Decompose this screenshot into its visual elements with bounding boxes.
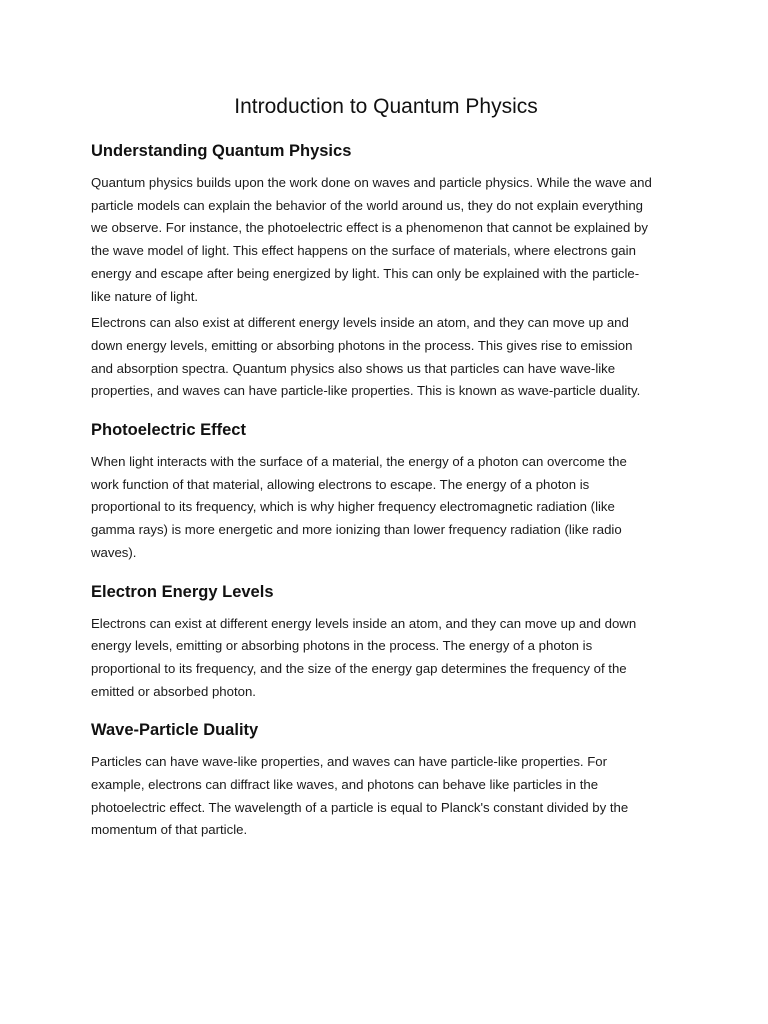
section [91, 417, 681, 565]
paragraph [91, 451, 681, 565]
paragraph-line: Quantum physics builds upon the work done on waves and particle physics. While the wave and [91, 175, 652, 190]
paragraph-line: gamma rays) is more energetic and more ionizing than lower frequency radiation (like radio [91, 522, 622, 538]
paragraph [91, 312, 681, 403]
paragraph-line: down energy levels, emitting or absorbing photons in the process. This gives rise to emission [91, 337, 633, 353]
paragraph-line: particle models can explain the behavior of the world around us, they do not explain everything [91, 197, 644, 213]
section-heading: Wave-Particle Duality [91, 721, 259, 740]
paragraph-line: photoelectric effect. The wavelength of a particle is equal to Planck's constant divided by the [91, 799, 629, 815]
section-heading: Electron Energy Levels [91, 582, 274, 601]
paragraph-line: proportional to its frequency, and the size of the energy gap determines the frequency of the [91, 660, 627, 676]
paragraph-line: energy and escape after being energized by light. This can only be explained with the particle- [91, 265, 640, 281]
section [91, 579, 681, 704]
paragraph-line: Electrons can exist at different energy levels inside an atom, and they can move up and down [91, 615, 637, 631]
paragraph-line: Particles can have wave-like properties, and waves can have particle-like properties. For [91, 754, 608, 770]
section-heading: Understanding Quantum Physics [91, 142, 352, 160]
section [91, 138, 681, 403]
paragraph-line: energy levels, emitting or absorbing photons in the process. The energy of a photon is [91, 638, 593, 654]
section [91, 717, 681, 842]
paragraph-line: we observe. For instance, the photoelectric effect is a phenomenon that cannot be explained by [91, 220, 648, 236]
paragraph-line: proportional to its frequency, which is why higher frequency electromagnetic radiation (like [91, 499, 615, 515]
paragraph [91, 172, 681, 308]
document-body [91, 138, 681, 842]
paragraph-line: waves). [91, 544, 137, 560]
paragraph-line: properties, and waves can have particle-like properties. This is known as wave-particle duality. [91, 383, 641, 399]
paragraph-line: emitted or absorbed photon. [91, 683, 256, 699]
paragraph-line: and absorption spectra. Quantum physics also shows us that particles can have wave-like [91, 360, 616, 376]
paragraph-line: When light interacts with the surface of a material, the energy of a photon can overcome the [91, 454, 627, 470]
paragraph-line: like nature of light. [91, 288, 199, 304]
section-heading: Photoelectric Effect [91, 421, 246, 440]
document-page [91, 92, 681, 856]
paragraph [91, 751, 681, 842]
paragraph-line: momentum of that particle. [91, 822, 248, 838]
paragraph [91, 613, 681, 704]
paragraph-line: the wave model of light. This effect happens on the surface of materials, where electrons gain [91, 243, 636, 259]
paragraph-line: work function of that material, allowing electrons to escape. The energy of a photon is [91, 476, 590, 492]
document-title: Introduction to Quantum Physics [234, 95, 538, 118]
paragraph-line: example, electrons can diffract like waves, and photons can behave like particles in the [91, 777, 599, 793]
paragraph-line: Electrons can also exist at different energy levels inside an atom, and they can move up and [91, 315, 629, 331]
